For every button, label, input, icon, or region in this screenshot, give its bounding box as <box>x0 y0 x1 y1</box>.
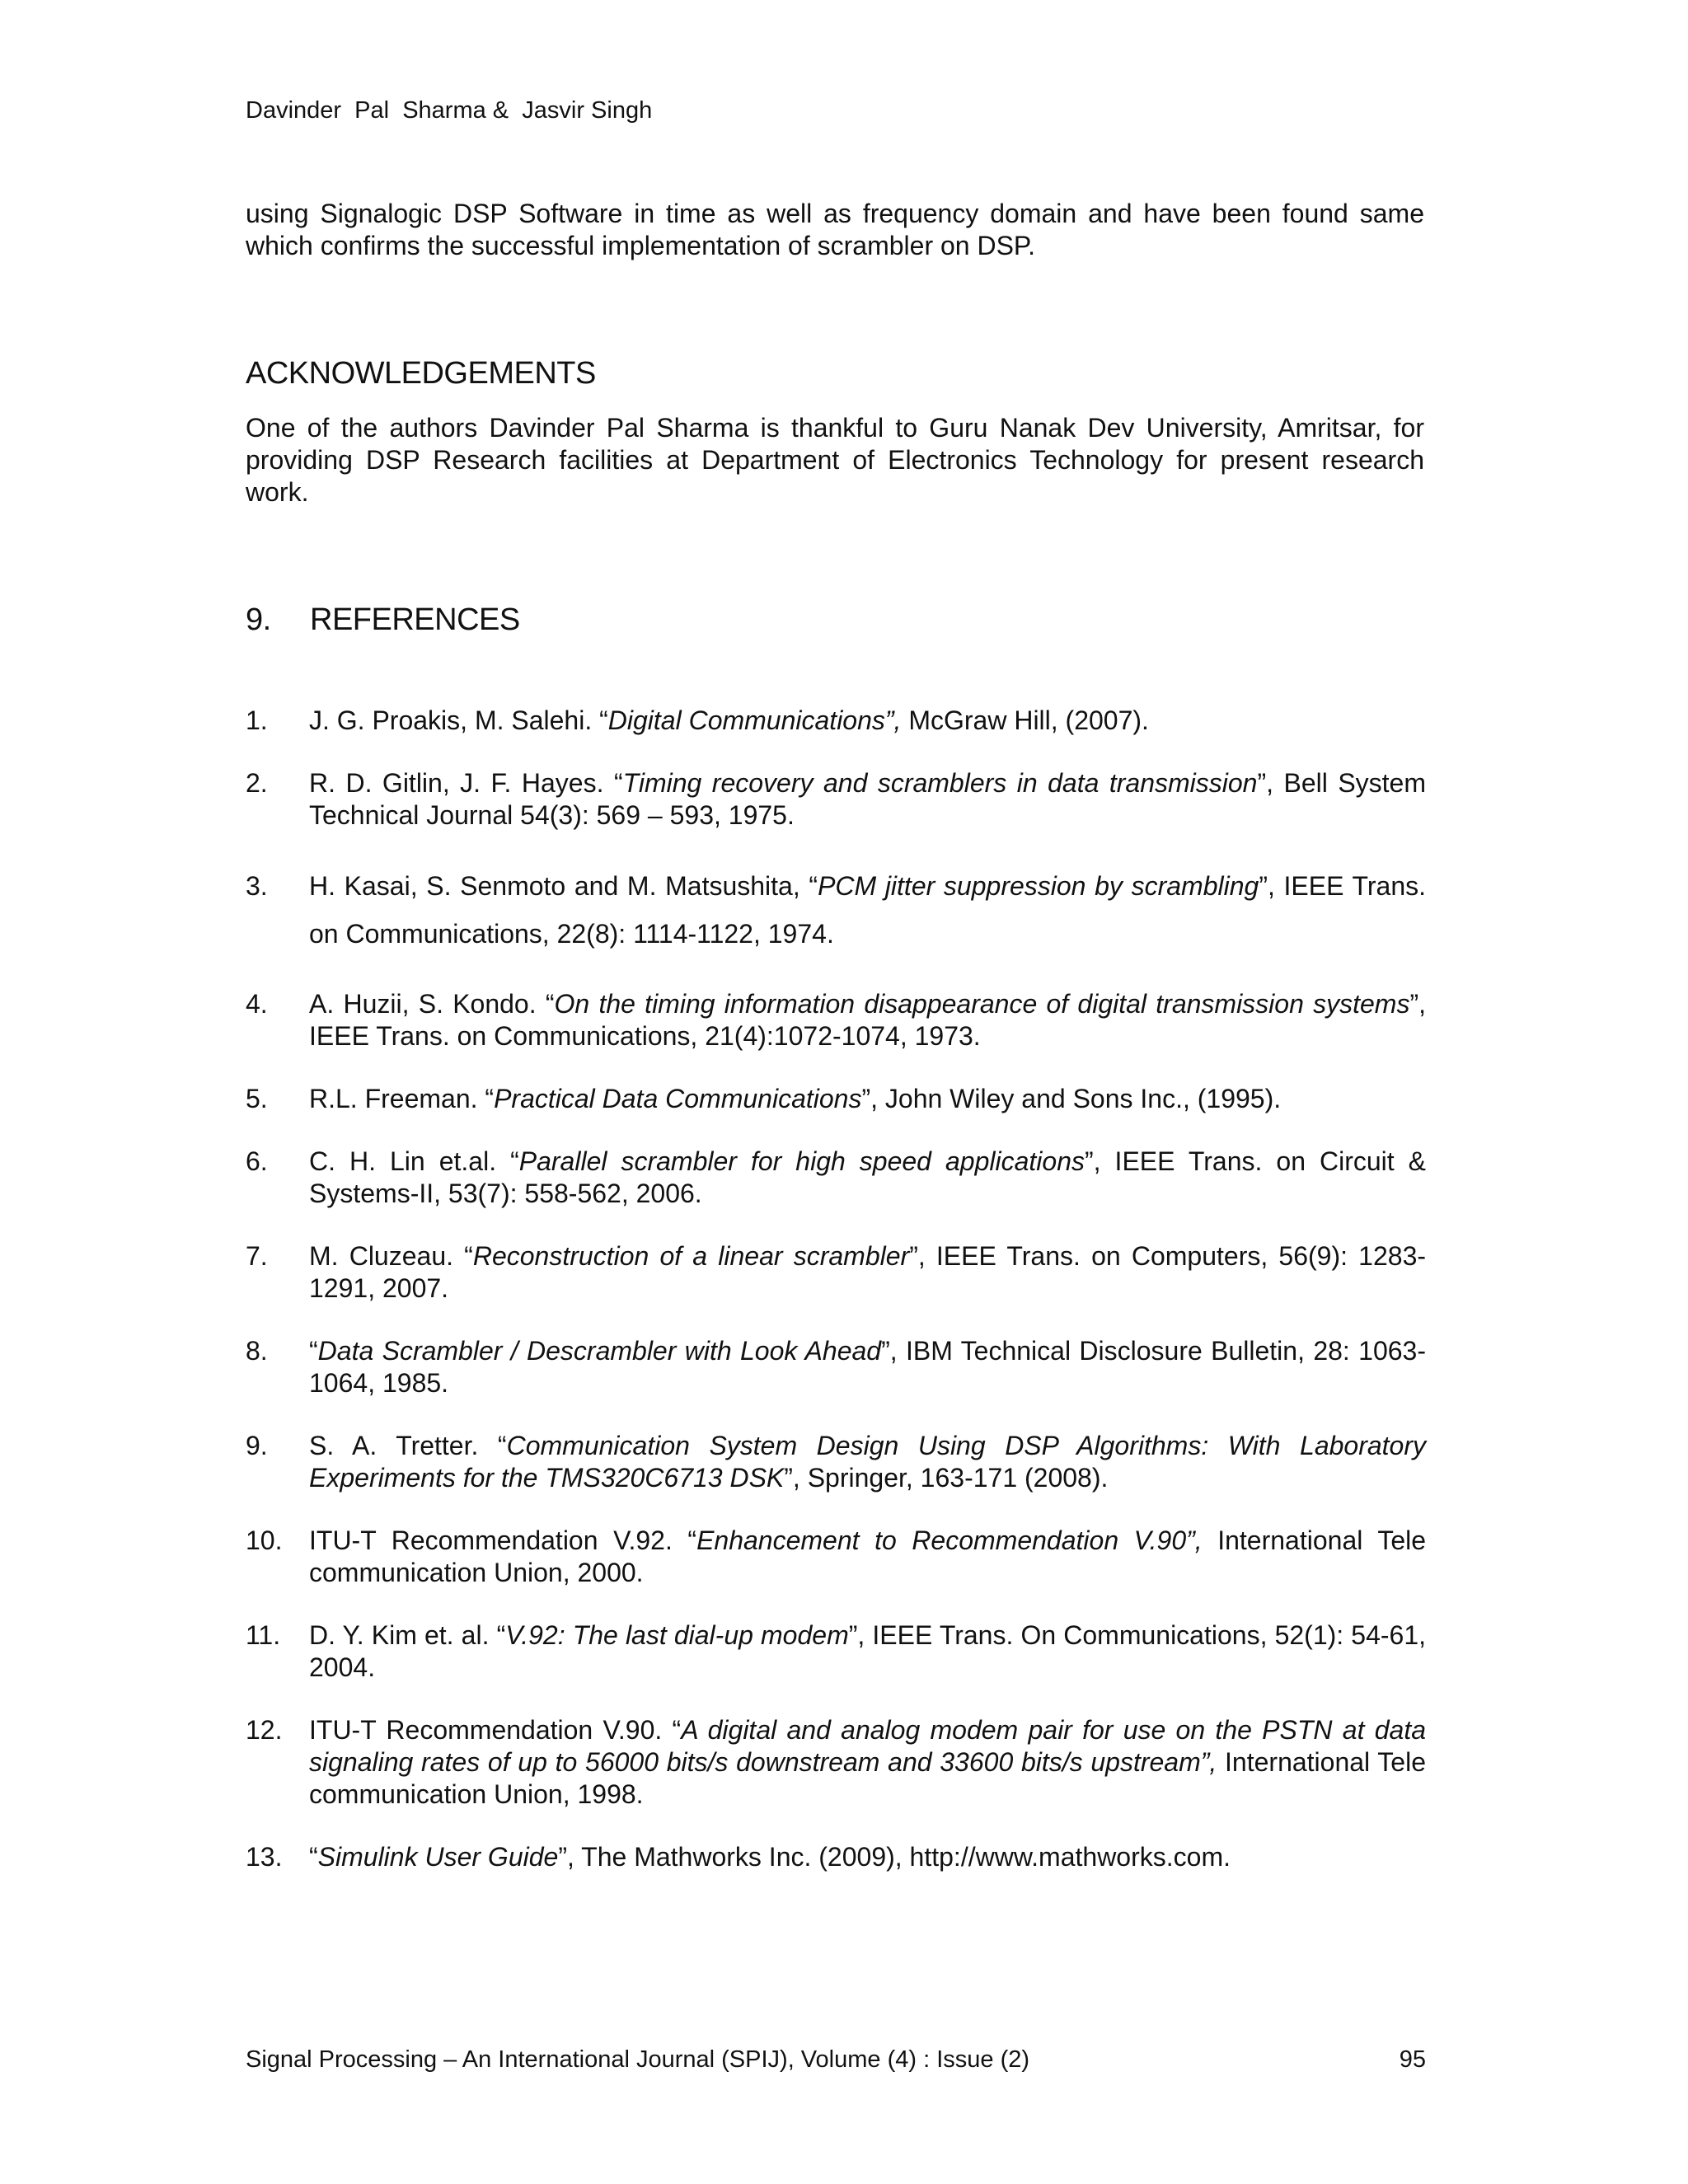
reference-item <box>246 767 1426 832</box>
reference-title: Parallel scrambler for high speed applications <box>518 1146 1085 1176</box>
reference-source: ”, The Mathworks Inc. (2009), http://www.mathworks.com. <box>558 1842 1231 1872</box>
reference-source: ”, John Wiley and Sons Inc., (1995). <box>861 1084 1282 1113</box>
page-footer <box>246 2046 1426 2074</box>
reference-number: 13. <box>246 1842 283 1872</box>
reference-item <box>246 1335 1426 1399</box>
reference-authors: ITU-T Recommendation V.92. “ <box>309 1526 697 1555</box>
reference-source: International Tele communication Union, 2000. <box>309 1526 1427 1587</box>
reference-item <box>246 1619 1426 1684</box>
reference-authors: “ <box>309 1336 318 1366</box>
reference-number: 12. <box>246 1715 283 1745</box>
reference-source: ”, IEEE Trans. on Communications, 22(8): 1114-1122, 1974. <box>309 871 1427 949</box>
reference-source: ”, Springer, 163-171 (2008). <box>784 1463 1109 1493</box>
reference-number: 5. <box>246 1084 268 1113</box>
reference-authors: M. Cluzeau. “ <box>309 1241 473 1271</box>
reference-number: 7. <box>246 1241 268 1271</box>
reference-authors: R.L. Freeman. “ <box>309 1084 495 1113</box>
reference-number: 10. <box>246 1526 283 1555</box>
reference-title: Digital Communications”, <box>607 705 902 735</box>
section-number: 9. <box>246 602 271 637</box>
reference-title: PCM jitter suppression by scrambling <box>818 871 1259 901</box>
reference-item <box>246 862 1426 958</box>
reference-authors: J. G. Proakis, M. Salehi. “ <box>309 705 608 735</box>
reference-authors: “ <box>309 1842 318 1872</box>
reference-source: ”, Bell System Technical Journal 54(3): 569 – 593, 1975. <box>309 768 1427 830</box>
reference-source: ”, IEEE Trans. on Circuit & Systems-II, 53(7): 558-562, 2006. <box>309 1146 1427 1208</box>
reference-number: 3. <box>246 871 268 901</box>
reference-number: 11. <box>246 1620 281 1650</box>
section-title: REFERENCES <box>310 602 520 637</box>
reference-authors: ITU-T Recommendation V.90. “ <box>309 1715 682 1745</box>
references-heading <box>246 602 520 638</box>
page-number: 95 <box>1399 2046 1426 2073</box>
reference-item <box>246 1240 1426 1305</box>
reference-authors: A. Huzii, S. Kondo. “ <box>309 989 555 1019</box>
reference-number: 8. <box>246 1336 268 1366</box>
reference-title: A digital and analog modem pair for use on the PSTN at data signaling rates of up to 56000 bits/s downstream and 33600 bits/s upstream”, <box>309 1715 1427 1777</box>
reference-number: 2. <box>246 768 268 798</box>
reference-item <box>246 988 1426 1052</box>
reference-source: ”, IEEE Trans. on Computers, 56(9): 1283-1291, 2007. <box>309 1241 1427 1303</box>
reference-source: ”, IEEE Trans. On Communications, 52(1): 54-61, 2004. <box>309 1620 1427 1682</box>
reference-item <box>246 1083 1426 1115</box>
reference-title: V.92: The last dial-up modem <box>505 1620 849 1650</box>
reference-list <box>246 705 1426 1904</box>
reference-authors: H. Kasai, S. Senmoto and M. Matsushita, “ <box>309 871 818 901</box>
reference-title: Timing recovery and scramblers in data transmission <box>622 768 1258 798</box>
reference-item <box>246 1146 1426 1210</box>
reference-title: Reconstruction of a linear scrambler <box>472 1241 910 1271</box>
footer-journal: Signal Processing – An International Journal (SPIJ), Volume (4) : Issue (2) <box>246 2046 1030 2073</box>
reference-number: 6. <box>246 1146 268 1176</box>
reference-number: 1. <box>246 705 268 735</box>
reference-title: Communication System Design Using DSP Algorithms: With Laboratory Experiments for the TMS320C6713 DSK <box>309 1431 1427 1493</box>
reference-number: 9. <box>246 1431 268 1460</box>
reference-number: 4. <box>246 989 268 1019</box>
running-header-authors: Davinder Pal Sharma & Jasvir Singh <box>246 97 653 124</box>
intro-paragraph: using Signalogic DSP Software in time as well as frequency domain and have been found same which confirms the successful implementation of scrambler on DSP. <box>246 199 1424 260</box>
acknowledgements-heading: ACKNOWLEDGEMENTS <box>246 356 596 391</box>
reference-source: McGraw Hill, (2007). <box>901 705 1149 735</box>
reference-item <box>246 1525 1426 1589</box>
reference-item <box>246 1841 1426 1873</box>
reference-source: International Tele communication Union, 1998. <box>309 1747 1427 1809</box>
reference-item <box>246 1714 1426 1811</box>
reference-authors: S. A. Tretter. “ <box>309 1431 507 1460</box>
reference-source: ”, IBM Technical Disclosure Bulletin, 28: 1063-1064, 1985. <box>309 1336 1426 1398</box>
reference-item <box>246 705 1426 737</box>
reference-title: Enhancement to Recommendation V.90”, <box>696 1526 1203 1555</box>
reference-title: Simulink User Guide <box>317 1842 559 1872</box>
reference-authors: D. Y. Kim et. al. “ <box>309 1620 506 1650</box>
reference-title: Data Scrambler / Descrambler with Look Ahead <box>317 1336 882 1366</box>
reference-source: ”, IEEE Trans. on Communications, 21(4):1072-1074, 1973. <box>309 989 1427 1051</box>
acknowledgements-paragraph: One of the authors Davinder Pal Sharma is thankful to Guru Nanak Dev University, Amritsar, for providing DSP Research facilities at Department of Electronics Technology for present research work. <box>246 413 1424 507</box>
reference-title: On the timing information disappearance of digital transmission systems <box>554 989 1410 1019</box>
reference-title: Practical Data Communications <box>494 1084 862 1113</box>
reference-authors: R. D. Gitlin, J. F. Hayes. “ <box>309 768 623 798</box>
reference-authors: C. H. Lin et.al. “ <box>309 1146 519 1176</box>
reference-item <box>246 1430 1426 1494</box>
